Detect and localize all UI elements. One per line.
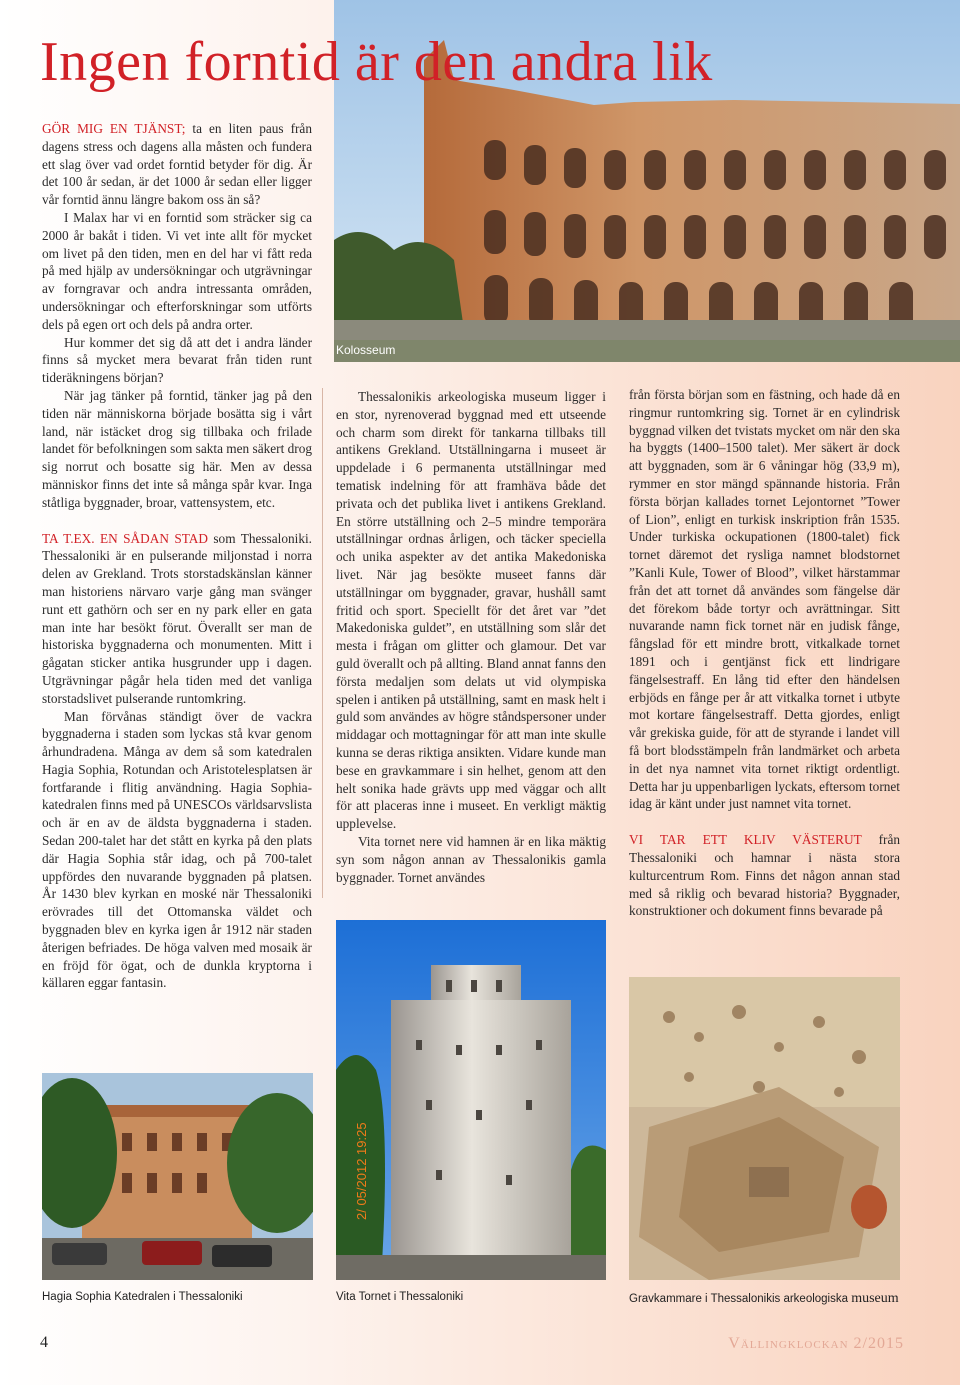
white-tower-photo [336,920,606,1280]
lead-in: VI TAR ETT KLIV VÄSTERUT [629,832,862,848]
colosseum-caption: Kolosseum [336,343,396,357]
paragraph: När jag tänker på forntid, tänker jag på den tiden när människorna började bosätta sig i vårt land, när istäcket drog sig tillbaka och frilade landet för befolkningen som sakta men säkert drog sig norrut och bosatte sig här. Men av dessa människor finns det inte så många spår kvar. Inga ståtliga byggnader, broar, vattensystem, etc. [42,387,312,510]
paragraph: GÖR MIG EN TJÄNST; ta en liten paus från dagens stress och dagens alla måsten och fundera ett slag över vad ordet forntid betyder för dig. Är det 100 år sedan, är det 1000 år sedan eller ligger vår forntid ännu längre bakom oss än så? [42,121,312,208]
grave-chamber-photo [629,977,900,1280]
page-number: 4 [40,1334,48,1351]
column-2 [336,388,606,886]
photo-date-stamp: 2/ 05/2012 19:25 [354,1122,369,1220]
column-1 [42,120,312,992]
lead-in: TA T.EX. EN SÅDAN STAD [42,530,208,546]
paragraph: I Malax har vi en forntid som sträcker sig ca 2000 år bakåt i tiden. Vi vet inte allt för mycket om livet på den tiden, men en del har vi fått reda på med hjälp av undersökningar och utgrävningar av forngravar och andra intressanta områden, undersökningar och efterforskningar som utförts dels på egen ort och dels på andra orter. [42,209,312,332]
white-tower-caption: Vita Tornet i Thessaloniki [336,1291,464,1303]
paragraph: Thessalonikis arkeologiska museum ligger i en stor, nyrenoverad byggnad med ett utseende och charm som direkt för tankarna tillbaks till antikens Grekland. Utställningarna i museet är uppdelade i 6 permanenta utställningar med tematisk indelning för att framhäva både det privata och det publika livet i antikens Grekland. En större utställning och 2–5 mindre temporära utställningar ordnas årligen, och täcker speciella och unika aspekter av det antika Makedoniska livet. När jag besökte museet fanns där utställningar om byggnader, gravar, hushåll samt fritid och sport. Speciellt för det året var ”det Makedoniska guldet”, en utställning som slår det mesta i frågan om glitter och glamour. Det var guld överallt och på allting. Bland annat fanns den första medaljen som delats ut vid olympiska spelen i antiken på utställning, samt en mask helt i guld som användes av högre ståndspersoner under middagar och mottagningar för att man inte skulle kunna se deras riktiga ansikten. Vidare kunde man bese en gravkammare i sin helhet, genom att den helt sonika hade grävts upp med väggar och allt för att placeras inne i museet. En verkligt mäktig upplevelse. [336,389,606,832]
hagia-sophia-photo [42,1073,313,1280]
paragraph: från första början som en fästning, och hade då en ringmur runtomkring sig. Tornet är en cylindrisk byggnad vilken det tvistats mycket om när den ska ha byggts (1400–1500 talet). Mer säkert är dock att byggnaden, som är 6 våningar hög (33,9 m), rymmer en stor mängd spännande historia. Från första början kallades tornet Lejontornet ”Tower of Lion”, enligt en turkisk inskription från 1535. Under turkiska ockupationen (1800-talet) fick tornet däremot det rysliga namnet blodstornet ”Kanli Kule, Tower of Blood”, vilket härstammar från det att tornet då användes som fängelse där det förekom både tortyr och avrättningar. Sitt nuvarande namn fick tornet när en judisk fånge, fångslad för ett mindre brott, vitkalkade tornet 1891 och i gentjänst fick ett lindrigare fängelsestraff. En lång tid efter den händelsen erbjöds en fånge per år att vitkalka tornet i utbyte mot kortare fängelsestraff. Detta gjordes, enligt vår grekiska guide, för att de styrande i landet vill få bort blodsstämpeln från landmärket och arbeta in det nya namnet vita tornet riktigt ordentligt. Detta har ju uppenbarligen lyckats, eftersom tornet idag är känt under just namnet vita tornet. [629,387,900,812]
grave-chamber-caption: Gravkammare i Thessalonikis arkeologiska museum [629,1291,899,1306]
paragraph: Man förvånas ständigt över de vackra byggnaderna i staden som lyckas stå kvar genom århundradena. Många av dem så som katedralen Hagia Sophia, Rotundan och Aristotelesplatsen är fortfarande i flitig användning. Hagia Sophia-katedralen finns med på UNESCOs världsarvslista och är en av de äldsta byggnaderna i staden. Sedan 200-talet har det stått en kyrka på den plats där Hagia Sophia står idag, och på 700-talet uppfördes den nuvarande byggnaden på platsen. År 1430 blev kyrkan en moské när Thessaloniki erövrades till det Ottomanska väldet och byggnaden blev en kyrka igen år 1912 när staden återigen befriades. De höga valven med mosaik är en fröjd för ögat, och de dunkla kryptorna i källaren eggar fantasin. [42,708,312,991]
paragraph: Hur kommer det sig då att det i andra länder finns så mycket mera bevarat från tiden runt tideräkningens början? [42,334,312,386]
paragraph: TA T.EX. EN SÅDAN STAD som Thessaloniki. Thessaloniki är en pulserande miljonstad i norra delen av Grekland. Trots storstadskänslan känner man historiens närvaro varje gång man svänger runt ett gathörn och ser en ny park eller en gata man inte har besökt förut. Överallt ser man de historiska byggnaderna och monumenten. Mitt i gågatan sticker antika husgrunder upp i dagen. Utgrävningar pågår hela tiden med det vanliga storstadslivet pulserande runtomkring. [42,530,312,706]
column-3 [629,386,900,920]
page-title: Ingen forntid är den andra lik [40,31,713,93]
column-divider [322,388,323,898]
lead-in: GÖR MIG EN TJÄNST; [42,121,186,136]
magazine-footer: Vällingklockan 2/2015 [728,1335,904,1352]
paragraph: VI TAR ETT KLIV VÄSTERUT från Thessaloniki och hamnar i nästa stora kulturcentrum Rom. Finns det någon annan stad med så riklig och bevarad historia? Byggnader, konstruktioner och dokument finns bevarade på [629,832,900,919]
hagia-sophia-caption: Hagia Sophia Katedralen i Thessaloniki [42,1291,243,1303]
paragraph: Vita tornet nere vid hamnen är en lika mäktig syn som någon annan av Thessalonikis gamla byggnader. Tornet användes [336,833,606,885]
